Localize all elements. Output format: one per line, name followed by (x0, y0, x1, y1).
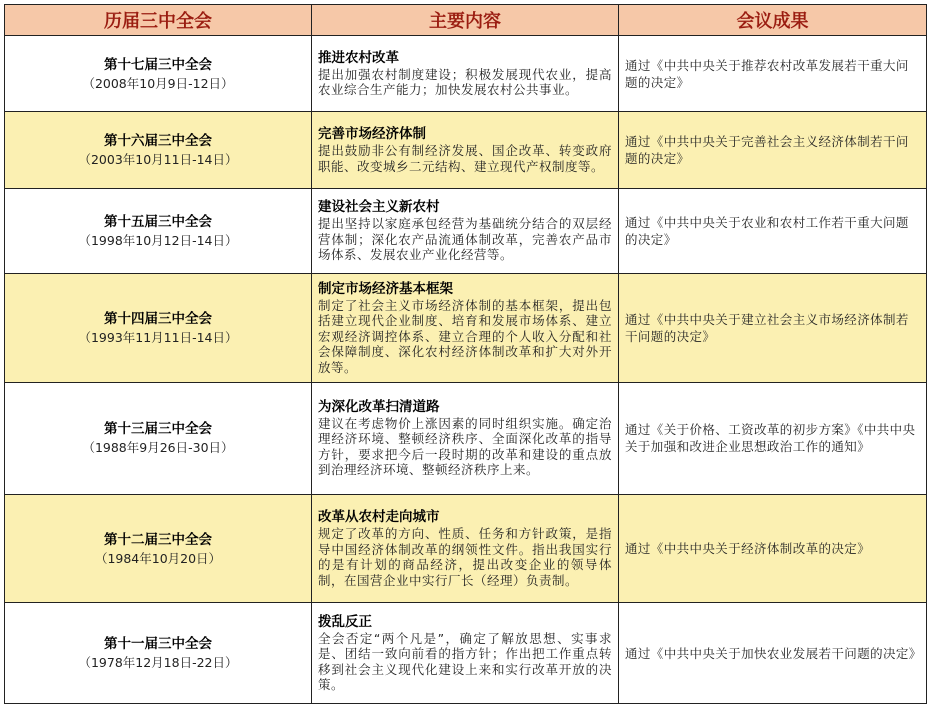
table-row (5, 188, 927, 274)
content-title: 建设社会主义新农村 (318, 199, 440, 216)
content-body: 提出鼓励非公有制经济发展、国企改革、转变政府职能、改变城乡二元结构、建立现代产权制度等。 (318, 143, 612, 174)
session-name: 第十一届三中全会 (104, 636, 212, 653)
content-cell (312, 494, 619, 603)
session-cell (5, 112, 312, 188)
session-date: （1984年10月20日） (94, 550, 222, 566)
session-name: 第十三届三中全会 (104, 421, 212, 438)
session-name: 第十二届三中全会 (104, 531, 212, 548)
content-cell (312, 188, 619, 274)
content-cell (312, 36, 619, 112)
session-date: （2003年10月11日-14日） (78, 152, 238, 168)
session-cell (5, 603, 312, 704)
content-title: 推进农村改革 (318, 49, 399, 66)
table-row (5, 112, 927, 188)
session-date: （2008年10月9日-12日） (82, 75, 234, 91)
session-cell (5, 188, 312, 274)
table-row (5, 274, 927, 383)
session-date: （1978年12月18日-22日） (78, 655, 238, 671)
session-cell (5, 36, 312, 112)
session-name: 第十四届三中全会 (104, 311, 212, 328)
content-body: 提出加强农村制度建设；积极发展现代农业，提高农业综合生产能力；加快发展农村公共事业。 (318, 66, 612, 98)
session-name: 第十六届三中全会 (104, 133, 212, 150)
content-body: 全会否定“两个凡是”，确定了解放思想、实事求是、团结一致向前看的指方针；作出把工作重点转移到社会主义现代化建设上来和实行改革开放的决策。 (318, 630, 612, 693)
table-row (5, 603, 927, 704)
result-cell: 通过《中共中央关于推荐农村改革发展若干重大问题的决定》 (619, 36, 927, 112)
content-title: 改革从农村走向城市 (318, 509, 440, 526)
session-date: （1988年9月26日-30日） (82, 440, 234, 456)
header-content: 主要内容 (312, 5, 619, 36)
table-row (5, 494, 927, 603)
table-row (5, 383, 927, 495)
content-title: 拨乱反正 (318, 613, 372, 630)
result-cell: 通过《中共中央关于完善社会主义经济体制若干问题的决定》 (619, 112, 927, 188)
result-cell: 通过《中共中央关于加快农业发展若干问题的决定》 (619, 603, 927, 704)
content-cell (312, 274, 619, 383)
header-result: 会议成果 (619, 5, 927, 36)
session-cell (5, 274, 312, 383)
content-cell (312, 112, 619, 188)
content-body: 制定了社会主义市场经济体制的基本框架，提出包括建立现代企业制度、培育和发展市场体系、建立宏观经济调控体系、建立合理的个人收入分配和社会保障制度、深化农村经济体制改革和扩大对外开放等。 (318, 297, 612, 375)
session-name: 第十七届三中全会 (104, 56, 212, 73)
content-title: 制定市场经济基本框架 (318, 280, 453, 297)
session-date: （1998年10月12日-14日） (78, 233, 238, 249)
content-title: 完善市场经济体制 (318, 126, 426, 143)
content-title: 为深化改革扫清道路 (318, 398, 440, 415)
session-cell (5, 494, 312, 603)
content-body: 规定了改革的方向、性质、任务和方针政策，是指导中国经济体制改革的纲领性文件。指出我国实行的是有计划的商品经济，提出改变企业的领导体制，在国营企业中实行厂长（经理）负责制。 (318, 526, 612, 588)
content-body: 提出坚持以家庭承包经营为基础统分结合的双层经营体制；深化农产品流通体制改革，完善农产品市场体系、发展农业产业化经营等。 (318, 216, 612, 263)
result-cell: 通过《中共中央关于建立社会主义市场经济体制若干问题的决定》 (619, 274, 927, 383)
session-cell (5, 383, 312, 495)
content-body: 建议在考虑物价上涨因素的同时组织实施。确定治理经济环境、整顿经济秩序、全面深化改革的指导方针，要求把今后一段时期的改革和建设的重点放到治理经济环境、整顿经济秩序上来。 (318, 415, 612, 478)
table-header-row (5, 5, 927, 36)
result-cell: 通过《中共中央关于经济体制改革的决定》 (619, 494, 927, 603)
session-name: 第十五届三中全会 (104, 214, 212, 231)
plenary-sessions-table (4, 4, 927, 704)
header-session: 历届三中全会 (5, 5, 312, 36)
session-date: （1993年11月11日-14日） (78, 330, 238, 346)
content-cell (312, 383, 619, 495)
content-cell (312, 603, 619, 704)
result-cell: 通过《中共中央关于农业和农村工作若干重大问题的决定》 (619, 188, 927, 274)
result-cell: 通过《关于价格、工资改革的初步方案》《中共中央关于加强和改进企业思想政治工作的通知》 (619, 383, 927, 495)
table-row (5, 36, 927, 112)
